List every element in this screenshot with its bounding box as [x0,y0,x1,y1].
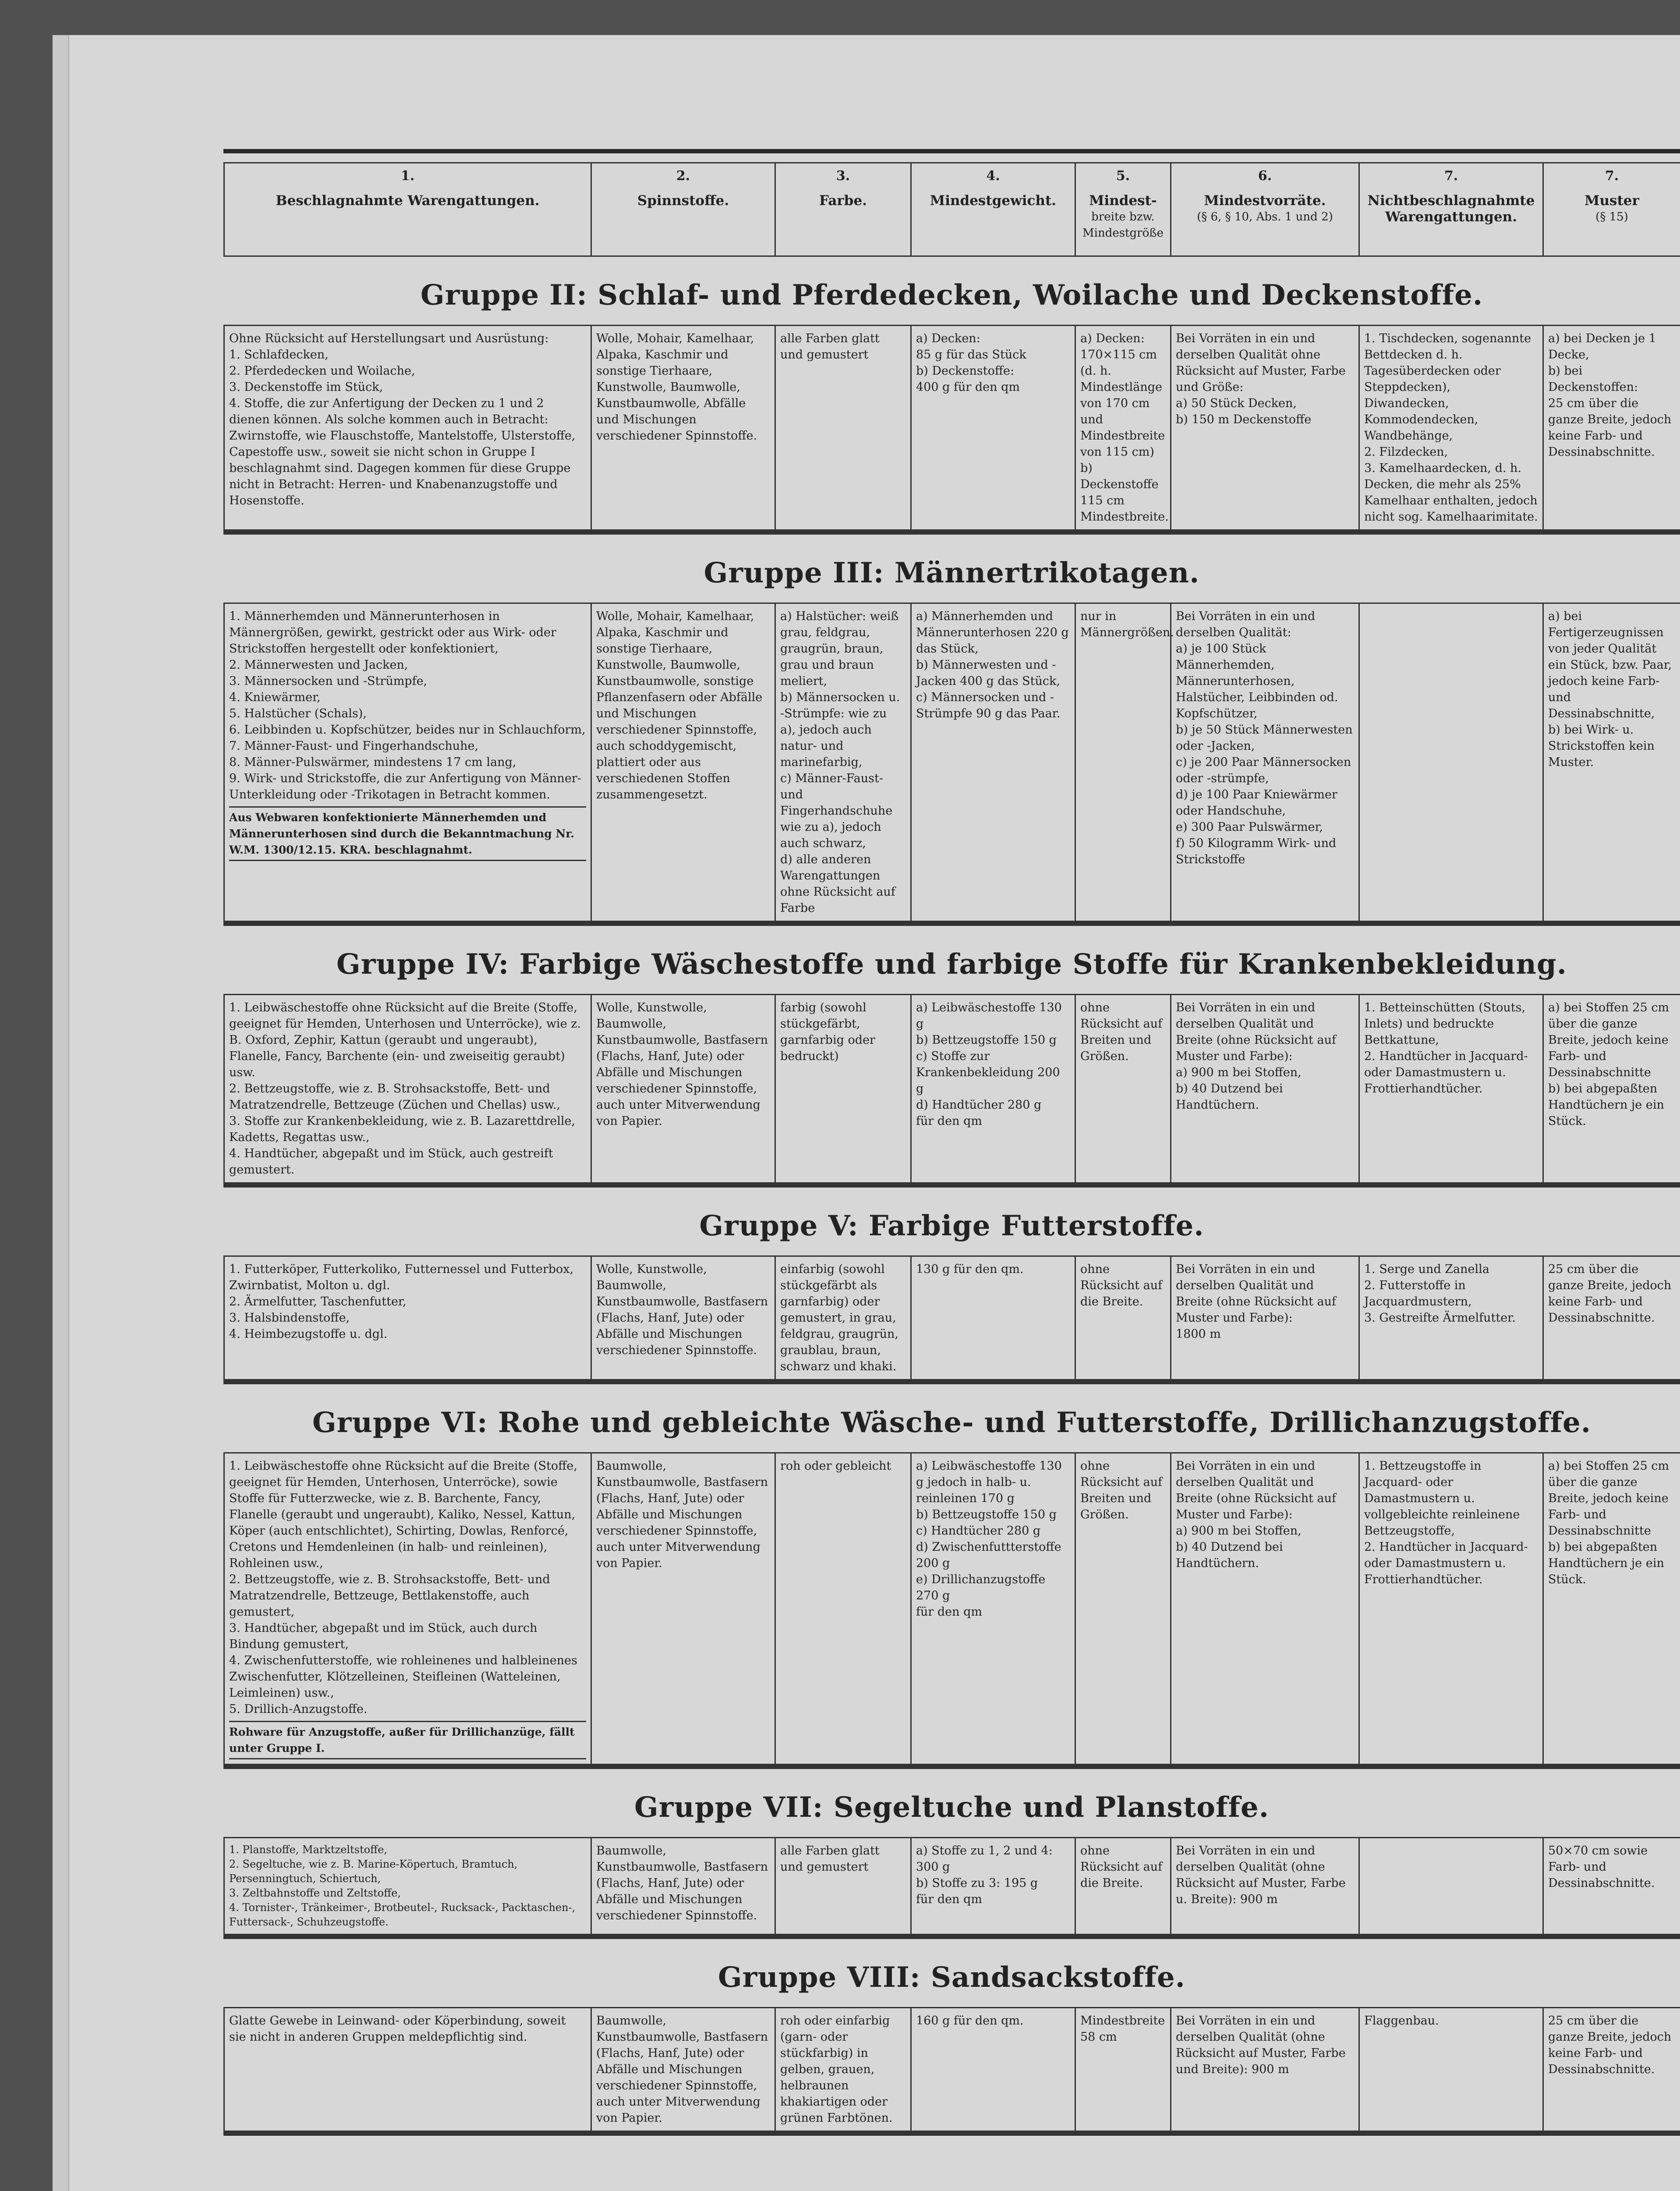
table-cell-col-4 [911,603,1075,922]
table-cell-col-1 [224,2008,591,2131]
cell-text: Bei Vorräten in ein und derselben Qualität und Breite (ohne Rücksicht auf Muster und Farbe): a) 900 m bei Stoffen, b) 40 Dutzend bei Handtüchern. [1176,1001,1337,1112]
cell-text: Mindestbreite 58 cm [1080,2014,1165,2044]
cell-text: 1. Serge und Zanella 2. Futterstoffe in Jacquardmustern, 3. Gestreifte Ärmelfutter. [1364,1262,1516,1325]
cell-text: Baumwolle, Kunstbaumwolle, Bastfasern (Flachs, Hanf, Jute) oder Abfälle und Mischungen verschiedener Spinnstoffe, auch unter Mitverwendung von Papier. [596,2014,768,2125]
table-row [224,1453,1680,1765]
table-cell-col-3 [775,1838,911,1935]
cell-text: 1. Betteinschütten (Stouts, Inlets) und bedruckte Bettkattune, 2. Handtücher in Jacquard- oder Damastmustern u. Frottierhandtücher. [1364,1001,1528,1096]
table-cell-col-6 [1171,326,1359,530]
cell-text: a) Leibwäschestoffe 130 g jedoch in halb- u. reinleinen 170 g b) Bettzeugstoffe 150 g c) Handtücher 280 g d) Zwischenfuttterstoffe 200 g e) Drillichanzugstoffe 270 g für den qm [916,1459,1062,1619]
group-note: Aus Webwaren konfektionierte Männerhemden und Männerunterhosen sind durch die Bekanntmachung Nr. W.M. 1300/12.15. KRA. beschlagnahmt. [229,806,586,861]
cell-text: Bei Vorräten in ein und derselben Qualität ohne Rücksicht auf Muster, Farbe und Größe: a) 50 Stück Decken, b) 150 m Deckenstoffe [1176,332,1346,426]
cell-text: Baumwolle, Kunstbaumwolle, Bastfasern (Flachs, Hanf, Jute) oder Abfälle und Mischungen verschiedener Spinnstoffe. [596,1844,768,1922]
group-title: Gruppe V: Farbige Futterstoffe. [699,1209,1204,1242]
col-header-2: 2. Spinnstoffe. [591,163,775,256]
table-cell-col-5 [1075,1256,1171,1380]
table-cell-col-6 [1171,995,1359,1183]
table-cell-col-2 [591,995,775,1183]
table-cell-col-8 [1543,2008,1680,2131]
table-cell-col-6 [1171,2008,1359,2131]
table-cell-col-6 [1171,1256,1359,1380]
group-title: Gruppe VII: Segeltuche und Planstoffe. [634,1791,1270,1824]
col-header-5: 5. Mindest- breite bzw. Mindestgröße [1075,163,1171,256]
cell-text: 1. Leibwäschestoffe ohne Rücksicht auf die Breite (Stoffe, geeignet für Hemden, Unterhosen, Unterröcke), sowie Stoffe für Futterzwecke, wie z. B. Barchente, Fancy, Flanelle (geraubt und ungeraubt), Kaliko, Nessel, Kattun, Köper (auch entschlichtet), Schirting, Dowlas, Renforcé, Cretons und Hemdenleinen (in halb- und reinleinen), Rohleinen usw., 2. Bettzeugstoffe, wie z. B. Strohsackstoffe, Bett- und Matratzendrelle, Bettzeuge, Bettlakenstoffe, auch gemustert, 3. Handtücher, abgepaßt und im Stück, auch durch Bindung gemustert, 4. Zwischenfutterstoffe, wie rohleinenes und halbleinenes Zwischenfutter, Klötzelleinen, Steifleinen (Watteleinen, Leimleinen) usw., 5. Drillich-Anzugstoffe. [229,1459,578,1716]
table-cell-col-1 [224,326,591,530]
table-cell-col-8 [1543,1256,1680,1380]
table-cell-col-2 [591,1453,775,1765]
cell-text: nur in Männergrößen. [1080,610,1174,639]
table-cell-col-3 [775,1453,911,1765]
group-title: Gruppe III: Männertrikotagen. [704,557,1200,589]
group-bottom-rule [223,1380,1680,1384]
cell-text: 1. Planstoffe, Marktzeltstoffe, 2. Segeltuche, wie z. B. Marine-Köpertuch, Bramtuch, Persenningtuch, Schiertuch, 3. Zeltbahnstoffe und Zeltstoffe, 4. Tornister-, Tränkeimer-, Brotbeutel-, Rucksack-, Packtaschen-, Futtersack-, Schuhzeugstoffe. [229,1844,576,1928]
group-section [223,257,1680,535]
table-cell-col-4 [911,1256,1075,1380]
group-table [223,325,1680,531]
cell-text: Wolle, Mohair, Kamelhaar, Alpaka, Kaschmir und sonstige Tierhaare, Kunstwolle, Baumwolle, Kunstbaumwolle, Abfälle und Mischungen verschiedener Spinnstoffe. [596,332,757,443]
cell-text: 1. Leibwäschestoffe ohne Rücksicht auf die Breite (Stoffe, geeignet für Hemden, Unterhosen und Unterröcke), wie z. B. Oxford, Zephir, Kattun (geraubt und ungeraubt), Flanelle, Fancy, Barchente (ein- und zweiseitig geraubt) usw. 2. Bettzeugstoffe, wie z. B. Strohsackstoffe, Bett- und Matratzendrelle, Bettzeuge (Züchen und Chellas) usw., 3. Stoffe zur Krankenbekleidung, wie z. B. Lazarettdrelle, Kadetts, Regattas usw., 4. Handtücher, abgepaßt und im Stück, auch gestreift gemustert. [229,1001,581,1177]
group-bottom-rule [223,1184,1680,1188]
cell-text: einfarbig (sowohl stückgefärbt als garnfarbig) oder gemustert, in grau, feldgrau, graugrün, graublau, braun, schwarz und khaki. [780,1262,898,1373]
cell-text: 25 cm über die ganze Breite, jedoch keine Farb- und Dessinabschnitte. [1548,2014,1672,2076]
col-header-4: 4. Mindestgewicht. [911,163,1075,256]
column-header-table [223,162,1680,257]
group-section [223,1939,1680,2136]
cell-text: Ohne Rücksicht auf Herstellungsart und Ausrüstung: 1. Schlafdecken, 2. Pferdedecken und Woilache, 3. Deckenstoffe im Stück, 4. Stoffe, die zur Anfertigung der Decken zu 1 und 2 dienen können. Als solche kommen auch in Betracht: Zwirnstoffe, wie Flauschstoffe, Mantelstoffe, Ulsterstoffe, Capestoffe usw., soweit sie nicht schon in Gruppe I beschlagnahmt sind. Dagegen kommen für diese Gruppe nicht in Betracht: Herren- und Knabenanzugstoffe und Hosenstoffe. [229,332,576,507]
table-row [224,995,1680,1183]
table-cell-col-6 [1171,603,1359,922]
cell-text: a) Leibwäschestoffe 130 g b) Bettzeugstoffe 150 g c) Stoffe zur Krankenbekleidung 200 g d) Handtücher 280 g für den qm [916,1001,1062,1128]
table-cell-col-6 [1171,1453,1359,1765]
table-cell-col-1 [224,603,591,922]
table-cell-col-2 [591,1256,775,1380]
table-cell-col-2 [591,2008,775,2131]
cell-text: Wolle, Mohair, Kamelhaar, Alpaka, Kaschmir und sonstige Tierhaare, Kunstwolle, Baumwolle, Kunstbaumwolle, sonstige Pflanzenfasern oder Abfälle und Mischungen verschiedener Spinnstoffe, auch schoddygemischt, plattiert oder aus verschiedenen Stoffen zusammengesetzt. [596,610,763,801]
table-cell-col-2 [591,1838,775,1935]
cell-text: 160 g für den qm. [916,2014,1024,2028]
col-header-1: 1. Beschlagnahmte Warengattungen. [224,163,591,256]
table-cell-col-7 [1359,1838,1543,1935]
table-cell-col-4 [911,326,1075,530]
table-cell-col-5 [1075,1453,1171,1765]
group-table [223,1255,1680,1380]
table-row [224,1838,1680,1935]
cell-text: Bei Vorräten in ein und derselben Qualität (ohne Rücksicht auf Muster, Farbe u. Breite): 900 m [1176,1844,1346,1906]
table-cell-col-7 [1359,995,1543,1183]
table-cell-col-3 [775,995,911,1183]
group-table [223,2007,1680,2132]
table-sheet [223,149,1680,2136]
cell-text: Wolle, Kunstwolle, Baumwolle, Kunstbaumwolle, Bastfasern (Flachs, Hanf, Jute) oder Abfälle und Mischungen verschiedener Spinnstoffe. [596,1262,768,1357]
table-row [224,603,1680,922]
table-cell-col-4 [911,995,1075,1183]
group-section [223,1769,1680,1939]
group-title: Gruppe VI: Rohe und gebleichte Wäsche- und Futterstoffe, Drillichanzugstoffe. [312,1406,1591,1439]
table-cell-col-5 [1075,326,1171,530]
group-table [223,1452,1680,1765]
table-row [224,326,1680,530]
table-cell-col-3 [775,1256,911,1380]
cell-text: 25 cm über die ganze Breite, jedoch keine Farb- und Dessinabschnitte. [1548,1262,1672,1325]
cell-text: alle Farben glatt und gemustert [780,1844,880,1874]
table-cell-col-6 [1171,1838,1359,1935]
cell-text: 50×70 cm sowie Farb- und Dessinabschnitte. [1548,1844,1655,1890]
table-cell-col-7 [1359,1453,1543,1765]
cell-text: a) Decken: 170×115 cm (d. h. Mindestlänge von 170 cm und Mindestbreite von 115 cm) b) Deckenstoffe 115 cm Mindestbreite. [1080,332,1169,524]
table-row [224,2008,1680,2131]
col-header-6: 6. Mindestvorräte. (§ 6, § 10, Abs. 1 und 2) [1171,163,1359,256]
cell-text: 1. Männerhemden und Männerunterhosen in Männergrößen, gewirkt, gestrickt oder aus Wirk- oder Strickstoffen hergestellt oder konfektioniert, 2. Männerwesten und Jacken, 3. Männersocken und -Strümpfe, 4. Kniewärmer, 5. Halstücher (Schals), 6. Leibbinden u. Kopfschützer, beides nur in Schlauchform, 7. Männer-Faust- und Fingerhandschuhe, 8. Männer-Pulswärmer, mindestens 17 cm lang, 9. Wirk- und Strickstoffe, die zur Anfertigung von Männer-Unterkleidung oder -Trikotagen in Betracht kommen. [229,610,586,801]
table-cell-col-1 [224,1256,591,1380]
group-bottom-rule [223,1935,1680,1939]
table-cell-col-1 [224,995,591,1183]
cell-text: Bei Vorräten in ein und derselben Qualität und Breite (ohne Rücksicht auf Muster und Farbe): a) 900 m bei Stoffen, b) 40 Dutzend bei Handtüchern. [1176,1459,1337,1570]
cell-text: a) Stoffe zu 1, 2 und 4: 300 g b) Stoffe zu 3: 195 g für den qm [916,1844,1053,1906]
group-table [223,603,1680,922]
group-section [223,1188,1680,1384]
table-cell-col-4 [911,2008,1075,2131]
cell-text: ohne Rücksicht auf die Breite. [1080,1844,1163,1890]
table-cell-col-4 [911,1838,1075,1935]
group-title: Gruppe IV: Farbige Wäschestoffe und farbige Stoffe für Krankenbekleidung. [336,948,1567,981]
table-cell-col-5 [1075,1838,1171,1935]
group-section [223,535,1680,926]
group-bottom-rule [223,2132,1680,2136]
cell-text: a) bei Fertigerzeugnissen von jeder Qualität ein Stück, bzw. Paar, jedoch keine Farb- und Dessinabschnitte, b) bei Wirk- u. Strickstoffen kein Muster. [1548,610,1672,769]
group-list [223,257,1680,2136]
table-cell-col-8 [1543,1453,1680,1765]
group-bottom-rule [223,531,1680,535]
cell-text: Bei Vorräten in ein und derselben Qualität (ohne Rücksicht auf Muster, Farbe und Breite): 900 m [1176,2014,1346,2076]
table-cell-col-7 [1359,326,1543,530]
group-title: Gruppe II: Schlaf- und Pferdedecken, Woilache und Deckenstoffe. [420,279,1483,312]
cell-text: ohne Rücksicht auf Breiten und Größen. [1080,1001,1163,1063]
table-cell-col-7 [1359,2008,1543,2131]
group-section [223,1384,1680,1769]
table-cell-col-2 [591,603,775,922]
table-cell-col-2 [591,326,775,530]
cell-text: 130 g für den qm. [916,1262,1024,1276]
table-cell-col-8 [1543,995,1680,1183]
table-cell-col-3 [775,603,911,922]
cell-text: ohne Rücksicht auf die Breite. [1080,1262,1163,1308]
table-cell-col-7 [1359,1256,1543,1380]
page-edge [53,35,69,2191]
cell-text: a) Decken: 85 g für das Stück b) Deckenstoffe: 400 g für den qm [916,332,1026,394]
cell-text: alle Farben glatt und gemustert [780,332,880,362]
group-note: Rohware für Anzugstoffe, außer für Drillichanzüge, fällt unter Gruppe I. [229,1721,586,1759]
cell-text: roh oder einfarbig (garn- oder stückfarbig) in gelben, grauen, helbraunen khakiartigen oder grünen Farbtönen. [780,2014,893,2125]
col-header-7: 7. Nichtbeschlagnahmte Warengattungen. [1359,163,1543,256]
col-header-8: 7. Muster (§ 15) [1543,163,1680,256]
table-cell-col-5 [1075,603,1174,922]
group-bottom-rule [223,1765,1680,1769]
document-page [53,35,1680,2191]
cell-text: a) Halstücher: weiß grau, feldgrau, graugrün, braun, grau und braun meliert, b) Männersocken u. -Strümpfe: wie zu a), jedoch auch natur- und marinefarbig, c) Männer-Faust- und Fingerhandschuhe wie zu a), jedoch auch schwarz, d) alle anderen Warengattungen ohne Rücksicht auf Farbe [780,610,900,915]
group-table [223,994,1680,1184]
table-cell-col-1 [224,1838,591,1935]
table-cell-col-5 [1075,995,1171,1183]
group-title: Gruppe VIII: Sandsackstoffe. [718,1961,1185,1994]
group-section [223,926,1680,1188]
cell-text: a) bei Stoffen 25 cm über die ganze Breite, jedoch keine Farb- und Dessinabschnitte b) bei abgepaßten Handtüchern je ein Stück. [1548,1459,1669,1586]
table-cell-col-8 [1543,326,1680,530]
group-table [223,1837,1680,1935]
cell-text: Baumwolle, Kunstbaumwolle, Bastfasern (Flachs, Hanf, Jute) oder Abfälle und Mischungen verschiedener Spinnstoffe, auch unter Mitverwendung von Papier. [596,1459,768,1570]
table-cell-col-1 [224,1453,591,1765]
cell-text: Glatte Gewebe in Leinwand- oder Köperbindung, soweit sie nicht in anderen Gruppen meldepflichtig sind. [229,2014,566,2044]
table-cell-col-4 [911,1453,1075,1765]
table-cell-col-5 [1075,2008,1171,2131]
cell-text: Flaggenbau. [1364,2014,1439,2028]
top-rule [223,149,1680,153]
cell-text: farbig (sowohl stückgefärbt, garnfarbig oder bedruckt) [780,1001,875,1063]
table-cell-col-8 [1543,603,1680,922]
cell-text: 1. Futterköper, Futterkoliko, Futternessel und Futterbox, Zwirnbatist, Molton u. dgl. 2. Ärmelfutter, Taschenfutter, 3. Halsbindenstoffe, 4. Heimbezugstoffe u. dgl. [229,1262,574,1341]
table-cell-col-3 [775,2008,911,2131]
cell-text: a) bei Stoffen 25 cm über die ganze Breite, jedoch keine Farb- und Dessinabschnitte b) bei abgepaßten Handtüchern je ein Stück. [1548,1001,1669,1128]
cell-text: 1. Bettzeugstoffe in Jacquard- oder Damastmustern u. vollgebleichte reinleinene Bettzeugstoffe, 2. Handtücher in Jacquard- oder Damastmustern u. Frottierhandtücher. [1364,1459,1528,1586]
cell-text: a) bei Decken je 1 Decke, b) bei Deckenstoffen: 25 cm über die ganze Breite, jedoch keine Farb- und Dessinabschnitte. [1548,332,1672,459]
cell-text: a) Männerhemden und Männerunterhosen 220 g das Stück, b) Männerwesten und -Jacken 400 g das Stück, c) Männersocken und -Strümpfe 90 g das Paar. [916,610,1069,720]
cell-text: ohne Rücksicht auf Breiten und Größen. [1080,1459,1163,1521]
col-header-3: 3. Farbe. [775,163,911,256]
cell-text: Bei Vorräten in ein und derselben Qualität und Breite (ohne Rücksicht auf Muster und Farbe): 1800 m [1176,1262,1337,1341]
group-bottom-rule [223,922,1680,926]
cell-text: 1. Tischdecken, sogenannte Bettdecken d. h. Tagesüberdecken oder Steppdecken), Diwandecken, Kommodendecken, Wandbehänge, 2. Filzdecken, 3. Kamelhaardecken, d. h. Decken, die mehr als 25% Kamelhaar enthalten, jedoch nicht sog. Kamelhaarimitate. [1364,332,1538,524]
table-row [224,1256,1680,1380]
cell-text: Wolle, Kunstwolle, Baumwolle, Kunstbaumwolle, Bastfasern (Flachs, Hanf, Jute) oder Abfälle und Mischungen verschiedener Spinnstoffe, auch unter Mitverwendung von Papier. [596,1001,768,1128]
cell-text: roh oder gebleicht [780,1459,891,1473]
table-cell-col-8 [1543,1838,1680,1935]
cell-text: Bei Vorräten in ein und derselben Qualität: a) je 100 Stück Männerhemden, Männerunterhosen, Halstücher, Leibbinden od. Kopfschützer, b) je 50 Stück Männerwesten oder -Jacken, c) je 200 Paar Männersocken oder -strümpfe, d) je 100 Paar Kniewärmer oder Handschuhe, e) 300 Paar Pulswärmer, f) 50 Kilogramm Wirk- und Strickstoffe [1176,610,1353,866]
table-cell-col-3 [775,326,911,530]
table-cell-col-7 [1359,603,1543,922]
